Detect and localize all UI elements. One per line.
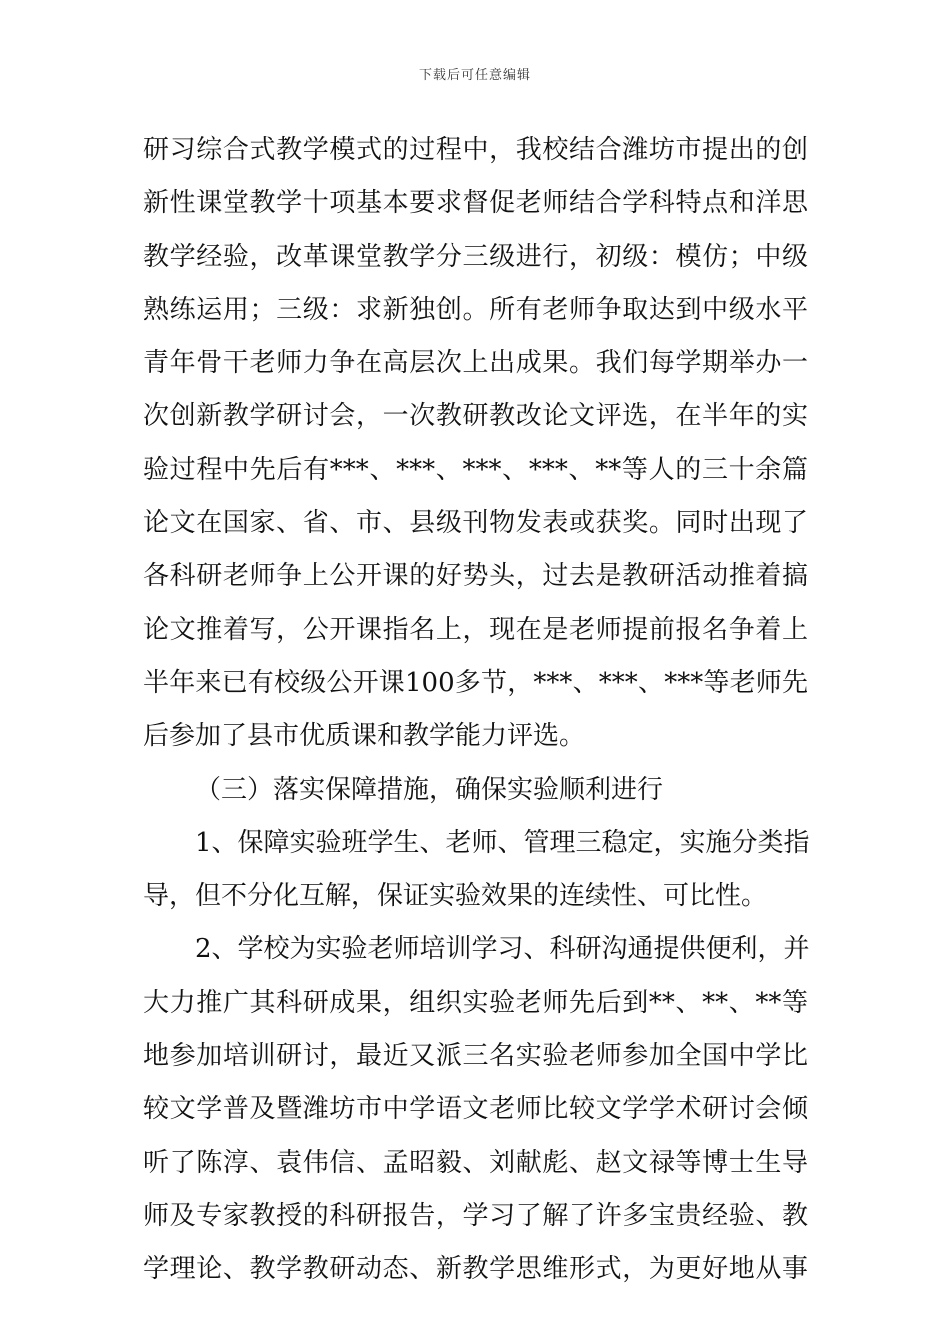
text-line: 学理论、教学教研动态、新教学思维形式，为更好地从事 (143, 1254, 808, 1285)
text-line: 青年骨干老师力争在高层次上出成果。我们每学期举办一 (143, 348, 808, 379)
text-line: 地参加培训研讨，最近又派三名实验老师参加全国中学比 (143, 1041, 808, 1072)
text-line: 熟练运用；三级：求新独创。所有老师争取达到中级水平 (143, 294, 808, 325)
text-line: 验过程中先后有***、***、***、***、**等人的三十余篇 (143, 454, 808, 485)
text-line: 师及专家教授的科研报告，学习了解了许多宝贵经验、教 (143, 1200, 808, 1231)
page-header: 下载后可任意编辑 (418, 68, 531, 83)
text-line: 导，但不分化互解，保证实验效果的连续性、可比性。 (143, 881, 768, 912)
text-line: 新性课堂教学十项基本要求督促老师结合学科特点和洋思 (143, 188, 808, 219)
text-line: 各科研老师争上公开课的好势头，过去是教研活动推着搞 (143, 561, 808, 592)
text-line: 教学经验，改革课堂教学分三级进行，初级：模仿；中级 (143, 241, 808, 272)
text-line: 1、保障实验班学生、老师、管理三稳定，实施分类指 (195, 827, 810, 858)
text-line: 较文学普及暨潍坊市中学语文老师比较文学学术研讨会倾 (143, 1094, 808, 1125)
section-heading: （三）落实保障措施，确保实验顺利进行 (195, 774, 664, 805)
text-line: 论文在国家、省、市、县级刊物发表或获奖。同时出现了 (143, 508, 808, 539)
text-line: 听了陈淳、袁伟信、孟昭毅、刘献彪、赵文禄等博士生导 (143, 1147, 808, 1178)
text-line: 次创新教学研讨会，一次教研教改论文评选，在半年的实 (143, 401, 808, 432)
text-line: 论文推着写，公开课指名上，现在是老师提前报名争着上 (143, 614, 808, 645)
text-line: 大力推广其科研成果，组织实验老师先后到**、**、**等 (143, 987, 808, 1018)
body-text (143, 124, 808, 1297)
text-line: 2、学校为实验老师培训学习、科研沟通提供便利，并 (195, 934, 810, 965)
text-line: 后参加了县市优质课和教学能力评选。 (143, 721, 586, 752)
text-line: 研习综合式教学模式的过程中，我校结合潍坊市提出的创 (143, 135, 808, 165)
text-line: 半年来已有校级公开课100多节，***、***、***等老师先 (143, 667, 808, 698)
